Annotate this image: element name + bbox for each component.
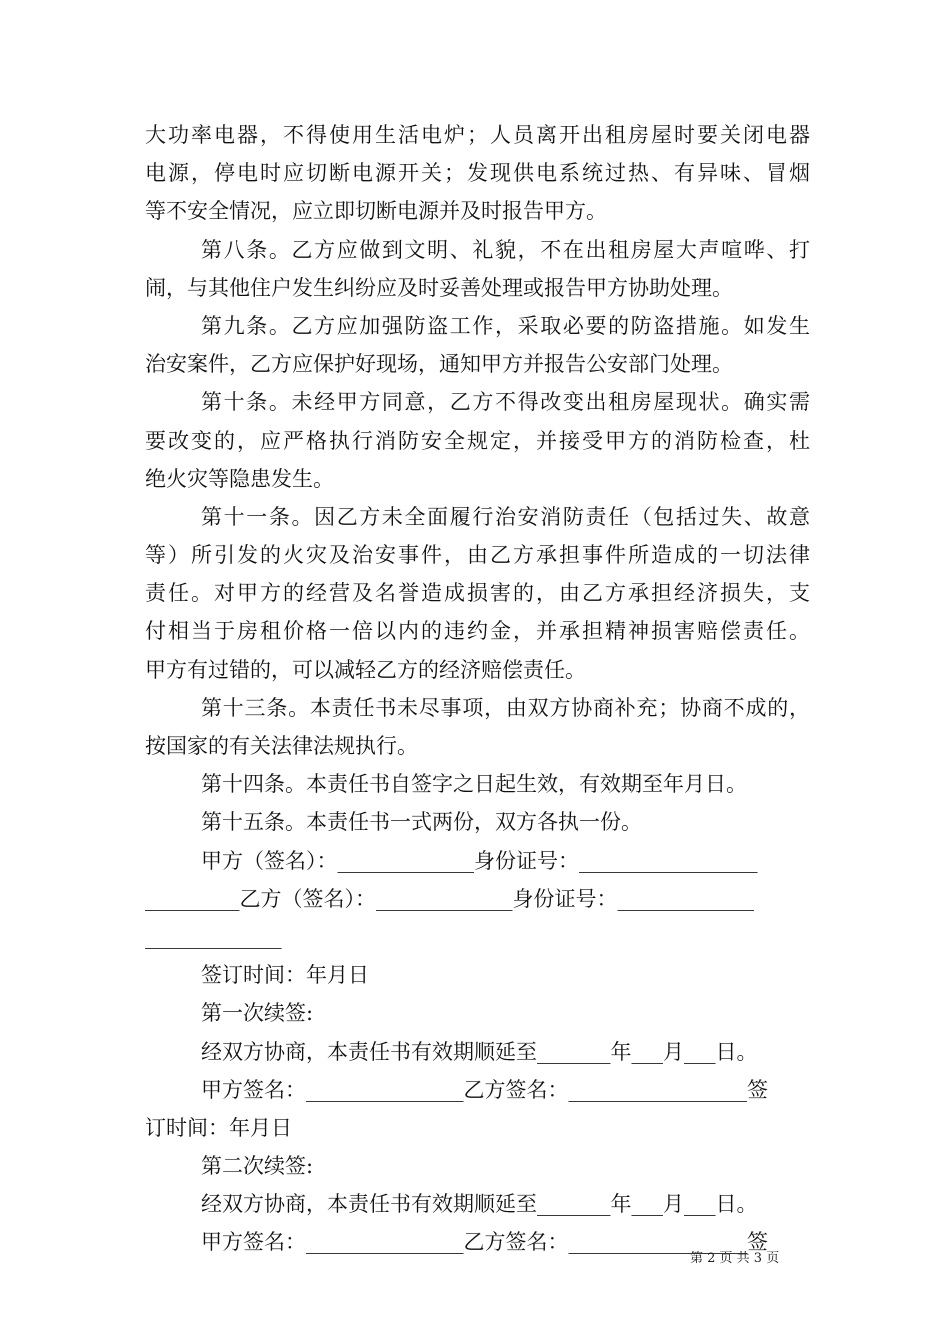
text-line: 绝火灾等隐患发生。	[145, 466, 334, 491]
text-line: 等不安全情况，应立即切断电源并及时报告甲方。	[145, 199, 607, 224]
first-renewal-heading: 第一次续签:	[201, 1001, 314, 1026]
text-line: 电源，停电时应切断电源开关；发现供电系统过热、有异味、冒烟	[145, 161, 810, 186]
clause-14-line: 第十四条。本责任书自签字之日起生效，有效期至年月日。	[201, 772, 747, 797]
second-renewal-signature-line: 甲方签名：_______________乙方签名：_________________签	[201, 1230, 768, 1255]
party-a-signature-line: 甲方（签名）：_____________身份证号：_________________	[201, 848, 758, 873]
clause-9-line: 第九条。乙方应加强防盗工作，采取必要的防盗措施。如发生	[201, 313, 810, 338]
text-line: 治安案件，乙方应保护好现场，通知甲方并报告公安部门处理。	[145, 352, 733, 377]
text-line: 等）所引发的火灾及治安事件，由乙方承担事件所造成的一切法律	[145, 543, 810, 568]
text-line: 要改变的，应严格执行消防安全规定，并接受甲方的消防检查，杜	[145, 428, 810, 453]
text-line: 责任。对甲方的经营及名誉造成损害的，由乙方承担经济损失，支	[145, 581, 810, 606]
first-renewal-date-line: 订时间：年月日	[145, 1115, 292, 1140]
clause-8-line: 第八条。乙方应做到文明、礼貌，不在出租房屋大声喧哗、打	[201, 237, 810, 262]
text-line: 按国家的有关法律法规执行。	[145, 734, 418, 758]
signing-date-line: 签订时间：年月日	[201, 963, 369, 988]
first-renewal-term-line: 经双方协商，本责任书有效期顺延至_______年___月___日。	[201, 1039, 758, 1064]
page-number-footer: 第 2 页 共 3 页	[690, 1251, 780, 1266]
second-renewal-heading: 第二次续签:	[201, 1154, 314, 1179]
document-body	[145, 116, 810, 1262]
first-renewal-signature-line: 甲方签名：_______________乙方签名：_________________签	[201, 1077, 768, 1102]
text-line: 甲方有过错的，可以减轻乙方的经济赔偿责任。	[145, 657, 586, 682]
clause-11-line: 第十一条。因乙方未全面履行治安消防责任（包括过失、故意	[201, 504, 810, 529]
party-b-signature-line: _________乙方（签名）：_____________身份证号：_____________	[145, 886, 754, 911]
text-line: 闹，与其他住户发生纠纷应及时妥善处理或报告甲方协助处理。	[145, 275, 733, 300]
second-renewal-term-line: 经双方协商，本责任书有效期顺延至_______年___月___日。	[201, 1192, 758, 1217]
clause-15-line: 第十五条。本责任书一式两份，双方各执一份。	[201, 810, 642, 835]
clause-13-line: 第十三条。本责任书未尽事项，由双方协商补充；协商不成的，	[201, 695, 810, 720]
text-line: 大功率电器，不得使用生活电炉；人员离开出租房屋时要关闭电器	[145, 123, 810, 147]
underline-line: _____________	[145, 924, 282, 949]
text-line: 付相当于房租价格一倍以内的违约金，并承担精神损害赔偿责任。	[145, 619, 810, 644]
clause-10-line: 第十条。未经甲方同意，乙方不得改变出租房屋现状。确实需	[201, 390, 810, 415]
